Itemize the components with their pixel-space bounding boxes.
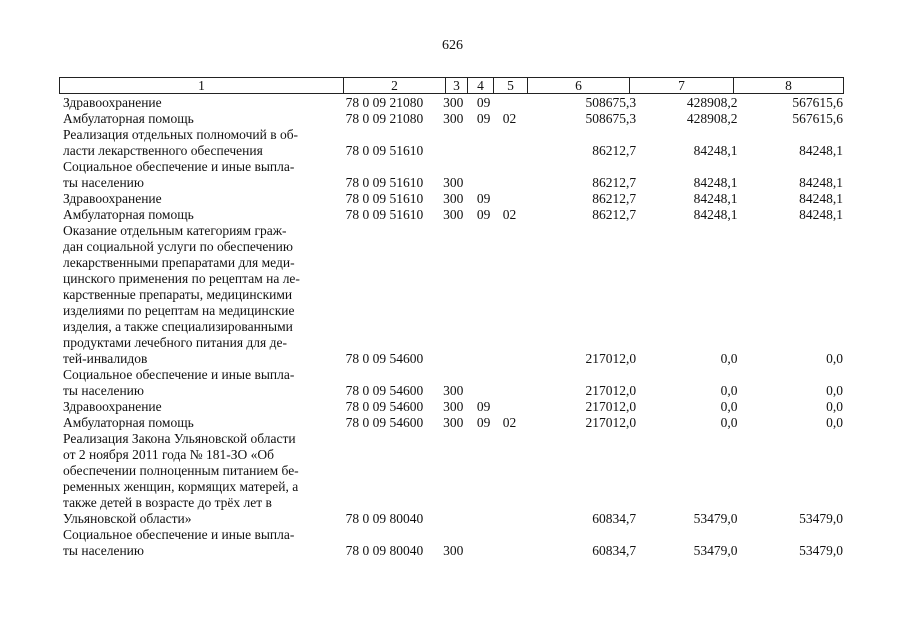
row-value-7: 84248,1 bbox=[693, 207, 738, 222]
table-row bbox=[59, 367, 843, 399]
row-value-7: 0,0 bbox=[720, 383, 738, 398]
row-value-6: 508675,3 bbox=[585, 95, 637, 110]
column-header-8: 8 bbox=[734, 78, 844, 94]
row-value-6: 508675,3 bbox=[585, 111, 637, 126]
row-value-6: 86212,7 bbox=[592, 175, 637, 190]
row-code: 78 0 09 54600 bbox=[345, 415, 424, 430]
row-name: Здравоохранение bbox=[63, 191, 162, 206]
row-name: Социальное обеспечение и иные выпла- ты населению bbox=[63, 367, 295, 398]
table-row bbox=[59, 223, 843, 367]
row-value-7: 428908,2 bbox=[686, 95, 738, 110]
row-value-6: 60834,7 bbox=[592, 511, 637, 526]
row-name: Амбулаторная помощь bbox=[63, 207, 194, 222]
row-col4: 09 bbox=[476, 191, 491, 206]
row-col3: 300 bbox=[443, 415, 464, 430]
row-value-7: 0,0 bbox=[720, 399, 738, 414]
row-col3: 300 bbox=[443, 191, 464, 206]
row-code: 78 0 09 80040 bbox=[345, 511, 424, 526]
row-code: 78 0 09 51610 bbox=[345, 207, 424, 222]
row-col3: 300 bbox=[443, 543, 464, 558]
column-header-table bbox=[59, 77, 844, 94]
row-value-6: 86212,7 bbox=[592, 207, 637, 222]
column-header-3: 3 bbox=[446, 78, 468, 94]
table-row bbox=[59, 415, 843, 431]
row-value-8: 84248,1 bbox=[799, 191, 843, 206]
column-header-4: 4 bbox=[468, 78, 494, 94]
table-row bbox=[59, 527, 843, 559]
row-value-6: 86212,7 bbox=[592, 143, 637, 158]
row-code: 78 0 09 80040 bbox=[345, 543, 424, 558]
row-col5: 02 bbox=[502, 207, 517, 222]
row-value-8: 0,0 bbox=[826, 351, 843, 366]
row-name: Оказание отдельным категориям граж- дан социальной услуги по обеспечению лекарственными препаратами для меди- цинского применения по рецептам на ле- карственные препараты, медицинскими изделиями по рецептам на медицинские изделия, а также специализированными продуктами лечебного питания для де- тей-инвалидов bbox=[63, 223, 300, 366]
row-code: 78 0 09 51610 bbox=[345, 143, 424, 158]
row-col5: 02 bbox=[502, 111, 517, 126]
row-value-7: 84248,1 bbox=[693, 191, 738, 206]
column-header-7: 7 bbox=[630, 78, 734, 94]
row-col3: 300 bbox=[443, 111, 464, 126]
row-code: 78 0 09 54600 bbox=[345, 399, 424, 414]
table-row bbox=[59, 159, 843, 191]
row-name: Реализация Закона Ульяновской области от 2 ноября 2011 года № 181-ЗО «Об обеспечении полноценным питанием бе- ременных женщин, кормящих матерей, а также детей в возрасте до трёх лет в Ульяновской области» bbox=[63, 431, 299, 526]
row-col4: 09 bbox=[476, 95, 491, 110]
row-code: 78 0 09 51610 bbox=[345, 191, 424, 206]
row-value-8: 53479,0 bbox=[799, 511, 843, 526]
row-value-6: 60834,7 bbox=[592, 543, 637, 558]
row-name: Социальное обеспечение и иные выпла- ты населению bbox=[63, 527, 295, 558]
row-value-7: 53479,0 bbox=[693, 511, 738, 526]
row-name: Реализация отдельных полномочий в об- ласти лекарственного обеспечения bbox=[63, 127, 299, 158]
row-name: Амбулаторная помощь bbox=[63, 111, 194, 126]
row-value-8: 84248,1 bbox=[799, 143, 843, 158]
row-value-6: 217012,0 bbox=[585, 351, 637, 366]
table-row bbox=[59, 127, 843, 159]
table-row bbox=[59, 431, 843, 527]
row-name: Здравоохранение bbox=[63, 399, 162, 414]
row-value-8: 84248,1 bbox=[799, 207, 843, 222]
row-value-8: 567615,6 bbox=[792, 95, 843, 110]
row-col3: 300 bbox=[443, 175, 464, 190]
row-col3: 300 bbox=[443, 207, 464, 222]
column-header-1: 1 bbox=[60, 78, 344, 94]
table-row bbox=[59, 111, 843, 127]
row-value-8: 0,0 bbox=[826, 399, 843, 414]
row-code: 78 0 09 54600 bbox=[345, 351, 424, 366]
table-row bbox=[59, 399, 843, 415]
row-code: 78 0 09 54600 bbox=[345, 383, 424, 398]
row-col4: 09 bbox=[476, 207, 491, 222]
row-value-6: 217012,0 bbox=[585, 415, 637, 430]
row-value-7: 84248,1 bbox=[693, 175, 738, 190]
row-value-6: 217012,0 bbox=[585, 383, 637, 398]
row-value-7: 428908,2 bbox=[686, 111, 738, 126]
row-value-6: 217012,0 bbox=[585, 399, 637, 414]
column-header-row bbox=[60, 78, 844, 94]
row-code: 78 0 09 21080 bbox=[345, 95, 424, 110]
row-value-6: 86212,7 bbox=[592, 191, 637, 206]
row-col5: 02 bbox=[502, 415, 517, 430]
column-header-6: 6 bbox=[528, 78, 630, 94]
row-value-8: 0,0 bbox=[826, 383, 843, 398]
column-header-5: 5 bbox=[494, 78, 528, 94]
page-number: 626 bbox=[442, 38, 463, 53]
row-col4: 09 bbox=[476, 415, 491, 430]
row-value-7: 84248,1 bbox=[693, 143, 738, 158]
row-value-7: 0,0 bbox=[720, 415, 738, 430]
row-name: Амбулаторная помощь bbox=[63, 415, 194, 430]
row-value-8: 53479,0 bbox=[799, 543, 843, 558]
row-value-8: 84248,1 bbox=[799, 175, 843, 190]
table-row bbox=[59, 191, 843, 207]
row-col3: 300 bbox=[443, 399, 464, 414]
column-header-2: 2 bbox=[344, 78, 446, 94]
row-value-7: 53479,0 bbox=[693, 543, 738, 558]
row-col3: 300 bbox=[443, 383, 464, 398]
table-row bbox=[59, 207, 843, 223]
row-code: 78 0 09 51610 bbox=[345, 175, 424, 190]
row-col3: 300 bbox=[443, 95, 464, 110]
row-code: 78 0 09 21080 bbox=[345, 111, 424, 126]
row-name: Здравоохранение bbox=[63, 95, 162, 110]
table-row bbox=[59, 95, 843, 111]
row-name: Социальное обеспечение и иные выпла- ты населению bbox=[63, 159, 295, 190]
row-col4: 09 bbox=[476, 399, 491, 414]
row-value-8: 567615,6 bbox=[792, 111, 843, 126]
budget-table-body bbox=[59, 95, 843, 559]
row-value-8: 0,0 bbox=[826, 415, 843, 430]
row-col4: 09 bbox=[476, 111, 491, 126]
row-value-7: 0,0 bbox=[720, 351, 738, 366]
